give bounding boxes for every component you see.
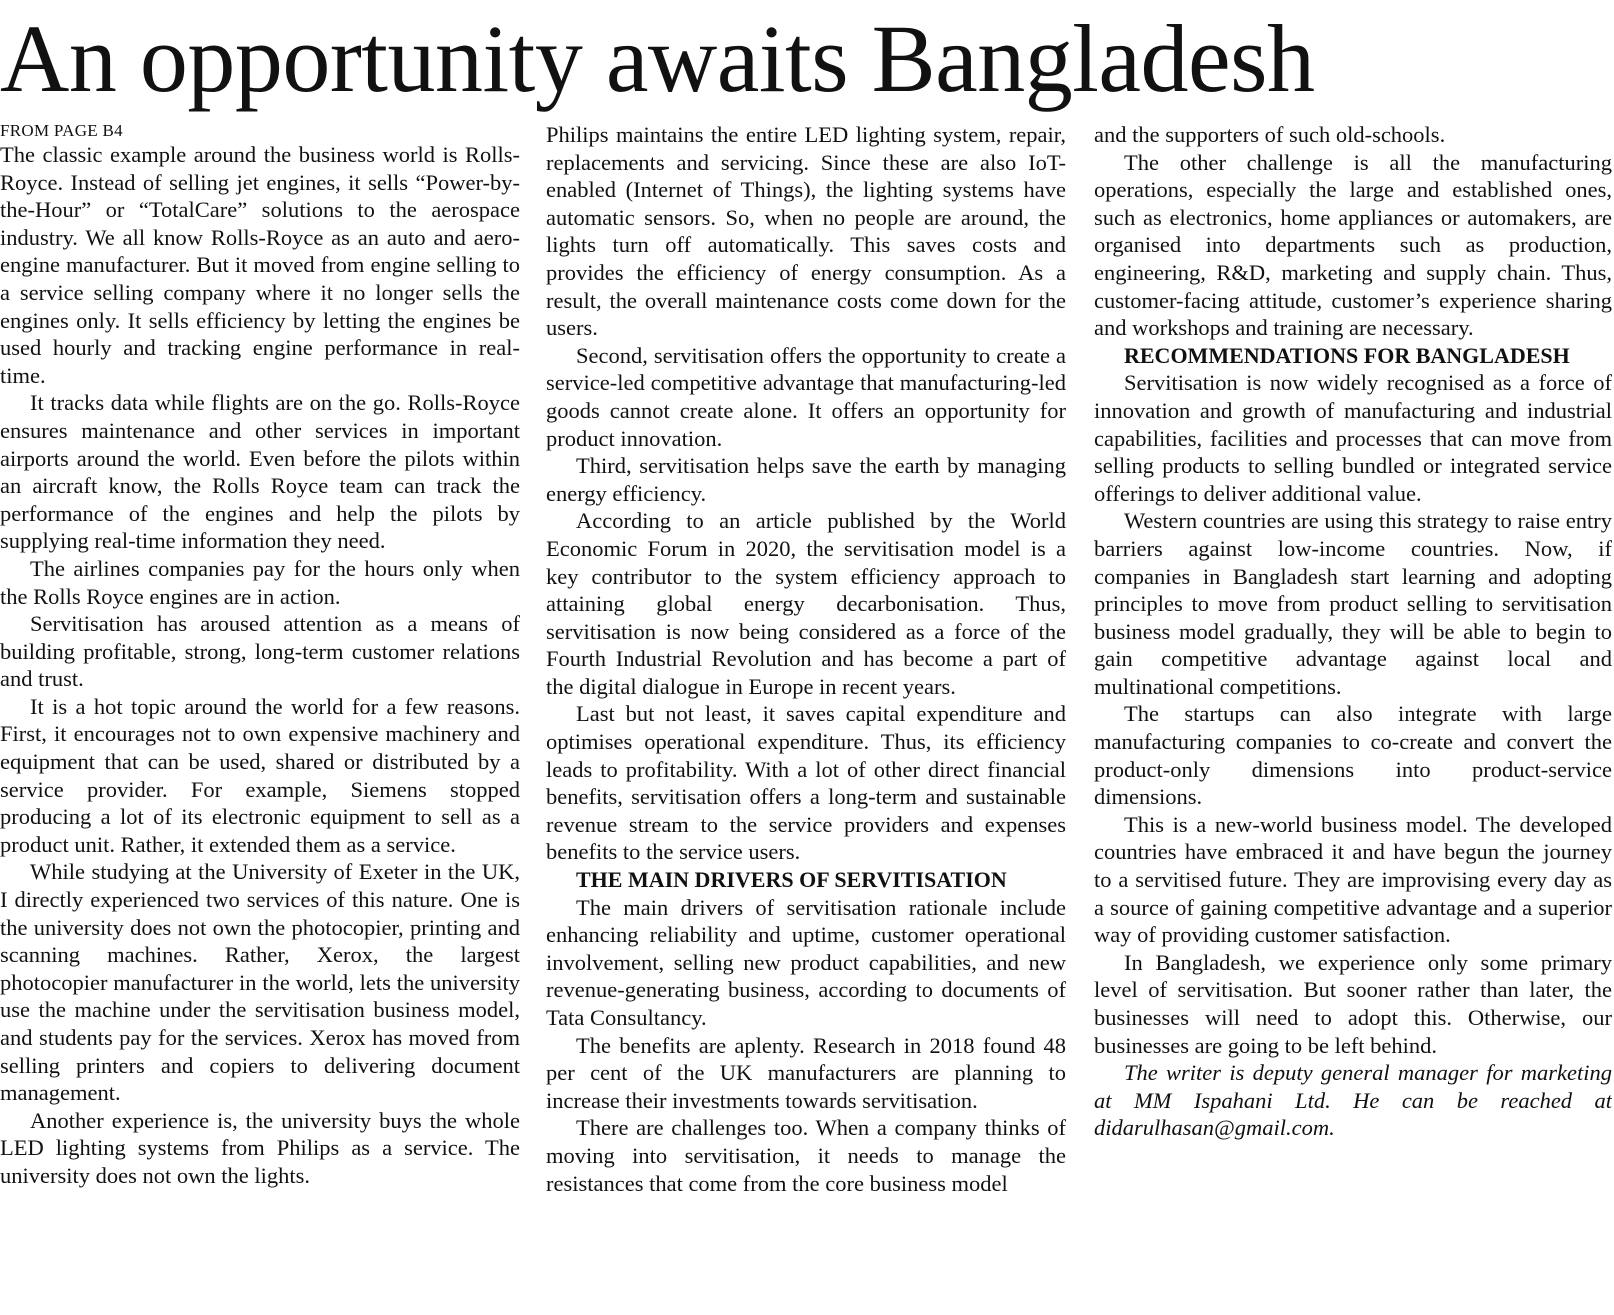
paragraph: There are challenges too. When a company thinks of moving into servitisation, it needs to manage the resistances that come from the core business model: [546, 1115, 1066, 1196]
paragraph: According to an article published by the World Economic Forum in 2020, the servitisation model is a key contributor to the system efficiency approach to attaining global energy decarbonisation. Thus, servitisation is now being considered as a force of the Fourth Industrial Revolution and has become a part of the digital dialogue in Europe in recent years.: [546, 508, 1066, 699]
paragraph: The main drivers of servitisation rationale include enhancing reliability and uptime, customer operational involvement, selling new product capabilities, and new revenue-generating business, according to documents of Tata Consultancy.: [546, 894, 1066, 1030]
headline: An opportunity awaits Bangladesh: [0, 5, 1315, 112]
paragraph: Western countries are using this strategy to raise entry barriers against low-income countries. Now, if companies in Bangladesh start learning and adopting principles to move from product selling to servitisation business model gradually, they will be able to begin to gain competitive advantage against local and multinational competitions.: [1094, 508, 1612, 699]
paragraph: Servitisation is now widely recognised as a force of innovation and growth of manufacturing and industrial capabilities, facilities and processes that can move from selling products to selling bundled or integrated service offerings to deliver additional value.: [1094, 370, 1612, 506]
paragraph: The airlines companies pay for the hours only when the Rolls Royce engines are in action.: [0, 555, 520, 609]
paragraph: Servitisation has aroused attention as a means of building profitable, strong, long-term customer relations and trust.: [0, 611, 520, 692]
paragraph: The startups can also integrate with large manufacturing companies to co-create and convert the product-only dimensions into product-service dimensions.: [1094, 701, 1612, 810]
paragraph: The classic example around the business world is Rolls-Royce. Instead of selling jet engines, it sells “Power-by-the-Hour” or “TotalCare” solutions to the aerospace industry. We all know Rolls-Royce as an auto and aero-engine manufacturer. But it moved from engine selling to a service selling company where it no longer sells the engines only. It sells efficiency by letting the engines be used hourly and tracking engine performance in real-time.: [0, 142, 520, 388]
author-bio: The writer is deputy general manager for marketing at MM Ispahani Ltd. He can be reached at didarulhasan@gmail.com.: [1094, 1060, 1612, 1141]
paragraph: Last but not least, it saves capital expenditure and optimises operational expenditure. Thus, its efficiency leads to profitability. With a lot of other direct financial benefits, servitisation offers a long-term and sustainable revenue stream to the service providers and expenses benefits to the service users.: [546, 701, 1066, 865]
paragraph: Another experience is, the university buys the whole LED lighting systems from Philips as a service. The university does not own the lights.: [0, 1107, 520, 1188]
article-column-2: [546, 121, 1066, 1311]
paragraph: Third, servitisation helps save the earth by managing energy efficiency.: [546, 453, 1066, 506]
paragraph: The other challenge is all the manufacturing operations, especially the large and established ones, such as electronics, home appliances or automakers, are organised into departments such as production, engineering, R&D, marketing and supply chain. Thus, customer-facing attitude, customer’s experience sharing and workshops and training are necessary.: [1094, 149, 1612, 341]
paragraph: It is a hot topic around the world for a few reasons. First, it encourages not to own expensive machinery and equipment that can be used, shared or distributed by a service provider. For example, Siemens stopped producing a lot of its electronic equipment to sell as a product unit. Rather, it extended them as a service.: [0, 693, 520, 857]
article-column-3: [1094, 121, 1612, 1311]
article-column-1: [0, 121, 520, 1311]
paragraph: Philips maintains the entire LED lighting system, repair, replacements and servicing. Since these are also IoT-enabled (Internet of Things), the lighting systems have automatic sensors. So, when no people are around, the lights turn off automatically. This saves costs and provides the efficiency of energy consumption. As a result, the overall maintenance costs come down for the users.: [546, 122, 1066, 341]
subhead-recommendations: RECOMMENDATIONS FOR BANGLADESH: [1124, 342, 1570, 368]
paragraph: While studying at the University of Exeter in the UK, I directly experienced two services of this nature. One is the university does not own the photocopier, printing and scanning machines. Rather, Xerox, the largest photocopier manufacturer in the world, lets the university use the machine under the servitisation business model, and students pay for the services. Xerox has moved from selling printers and copiers to delivering document management.: [0, 859, 520, 1106]
paragraph: In Bangladesh, we experience only some primary level of servitisation. But sooner rather than later, the businesses will need to adopt this. Otherwise, our businesses are going to be left behind.: [1094, 949, 1612, 1058]
paragraph: This is a new-world business model. The developed countries have embraced it and have begun the journey to a servitised future. They are improvising every day as a source of gaining competitive advantage and a superior way of providing customer satisfaction.: [1094, 811, 1612, 948]
subhead-main-drivers: THE MAIN DRIVERS OF SERVITISATION: [576, 867, 1007, 893]
paragraph: and the supporters of such old-schools.: [1094, 122, 1446, 147]
jump-kicker: FROM PAGE B4: [0, 121, 123, 140]
paragraph: The benefits are aplenty. Research in 2018 found 48 per cent of the UK manufacturers are planning to increase their investments towards servitisation.: [546, 1032, 1066, 1113]
paragraph: Second, servitisation offers the opportunity to create a service-led competitive advantage that manufacturing-led goods cannot create alone. It offers an opportunity for product innovation.: [546, 342, 1066, 451]
paragraph: It tracks data while flights are on the go. Rolls-Royce ensures maintenance and other services in important airports around the world. Even before the pilots within an aircraft know, the Rolls Royce team can track the performance of the engines and help the pilots by supplying real-time information they need.: [0, 390, 520, 554]
